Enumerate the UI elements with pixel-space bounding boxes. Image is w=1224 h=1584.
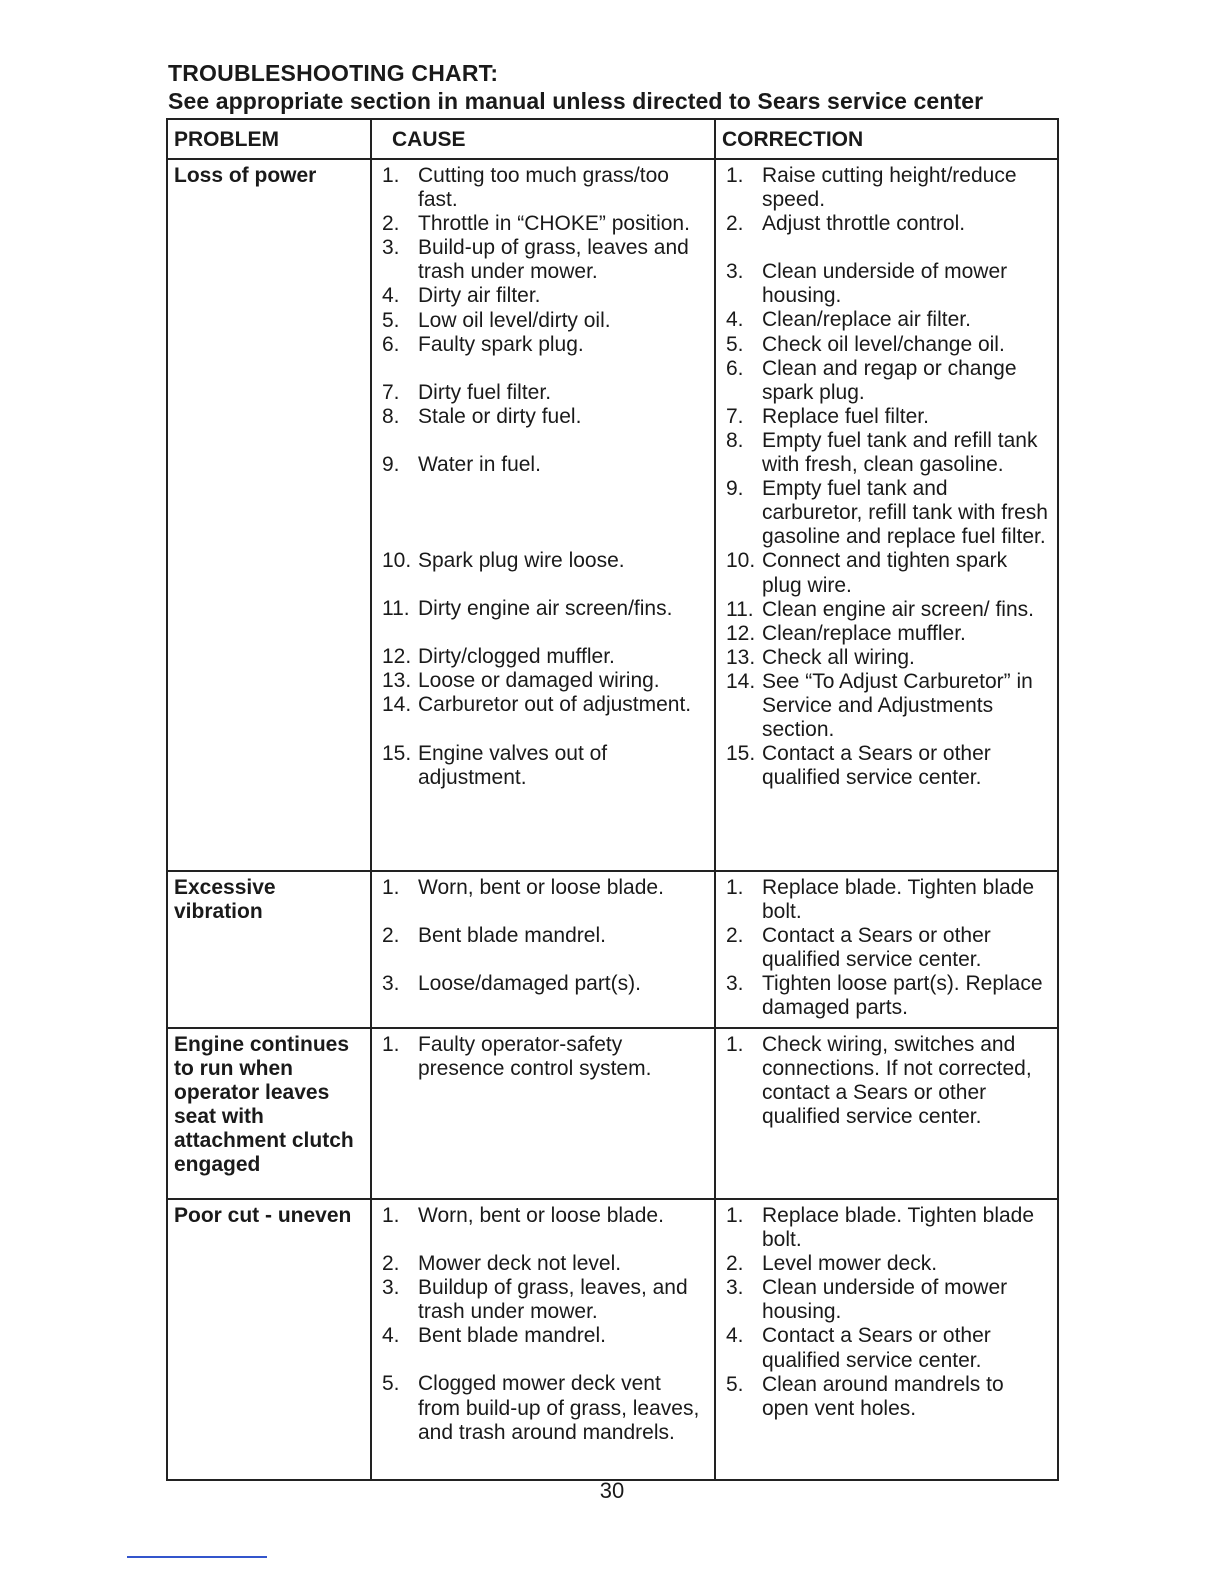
item-number: 5. [726, 332, 744, 356]
cause-item [382, 453, 708, 477]
item-number [382, 477, 418, 501]
item-number: 2. [382, 212, 400, 236]
item-number [382, 1228, 418, 1252]
item-number: 6. [382, 332, 400, 356]
cause-item [382, 357, 708, 381]
header-cause: CAUSE [371, 119, 715, 159]
item-number: 1. [382, 1204, 400, 1227]
cause-item [382, 573, 708, 597]
item-text [418, 948, 708, 972]
item-number: 4. [382, 284, 400, 308]
item-text [762, 236, 1051, 260]
item-text: Mower deck not level. [418, 1252, 622, 1276]
item-number: 15. [382, 741, 412, 765]
item-text: Clean/replace muffler. [762, 621, 966, 645]
item-text [418, 1348, 708, 1372]
correction-item [726, 429, 1051, 477]
item-number: 14. [726, 669, 756, 693]
correction-item [726, 1373, 1051, 1421]
chart-subtitle: See appropriate section in manual unless directed to Sears service center [168, 88, 984, 114]
cause-item [382, 525, 708, 549]
correction-item [726, 1276, 1051, 1324]
item-text: Tighten loose part(s). Replace damaged parts. [762, 972, 1043, 1020]
correction-item [726, 308, 1051, 332]
item-text: Spark plug wire loose. [418, 549, 625, 573]
item-text: Clogged mower deck vent from build-up of grass, leaves, and trash around mandrels. [418, 1372, 700, 1444]
item-number: 13. [382, 669, 412, 693]
cause-item [382, 477, 708, 501]
item-number: 1. [382, 164, 400, 187]
item-number: 12. [382, 645, 412, 669]
item-number: 5. [382, 1372, 400, 1396]
header-problem: PROBLEM [167, 119, 371, 159]
correction-cell [715, 871, 1058, 1028]
item-text: Clean underside of mower housing. [762, 1276, 1008, 1324]
item-number: 12. [726, 621, 756, 645]
correction-item [726, 1204, 1051, 1252]
correction-item [726, 236, 1051, 260]
problem-cell [167, 159, 371, 871]
cause-item [382, 972, 708, 996]
item-text: Adjust throttle control. [762, 212, 966, 236]
item-text: Bent blade mandrel. [418, 924, 606, 948]
cause-item [382, 309, 708, 333]
item-text [418, 477, 708, 501]
cause-item [382, 1348, 708, 1372]
correction-item [726, 357, 1051, 405]
correction-cell [715, 1199, 1058, 1480]
item-text: Check all wiring. [762, 645, 915, 669]
problem-label: Loss of power [174, 164, 317, 187]
item-number: 4. [726, 1324, 744, 1348]
page-number: 30 [599, 1478, 625, 1503]
item-number: 2. [726, 1252, 744, 1276]
item-number: 3. [726, 260, 744, 284]
item-number: 11. [726, 597, 754, 621]
cause-cell [371, 871, 715, 1028]
item-number: 1. [382, 876, 400, 899]
correction-item [726, 212, 1051, 236]
item-number: 1. [382, 1033, 400, 1056]
item-number: 2. [726, 924, 744, 948]
item-text: Bent blade mandrel. [418, 1324, 606, 1348]
cause-item [382, 212, 708, 236]
item-text: Clean engine air screen/ fins. [762, 597, 1034, 621]
correction-cell [715, 1028, 1058, 1199]
correction-item [726, 622, 1051, 646]
cause-item [382, 381, 708, 405]
correction-item [726, 549, 1051, 597]
item-text [418, 900, 708, 924]
item-text: Empty fuel tank and carburetor, refill tank with fresh gasoline and replace fuel filter. [762, 477, 1048, 549]
correction-item [726, 1252, 1051, 1276]
cause-item [382, 1372, 708, 1444]
item-number: 2. [382, 1252, 400, 1276]
item-number: 2. [382, 924, 400, 948]
cause-item [382, 718, 708, 742]
cause-item [382, 876, 708, 900]
item-text: Loose/damaged part(s). [418, 972, 641, 996]
cause-cell [371, 1028, 715, 1199]
table-row [167, 1199, 1058, 1480]
item-number: 3. [382, 236, 400, 260]
item-number [382, 573, 418, 597]
item-number: 13. [726, 645, 756, 669]
cause-item [382, 1033, 708, 1081]
item-text: Connect and tighten spark plug wire. [762, 549, 1008, 597]
item-text: Faulty operator-safety presence control system. [418, 1033, 652, 1081]
item-number: 1. [726, 1204, 744, 1227]
item-number [382, 718, 418, 742]
item-number: 9. [382, 452, 400, 476]
item-number: 9. [726, 477, 744, 501]
cause-item [382, 549, 708, 573]
item-number [382, 501, 418, 525]
item-text: See “To Adjust Carburetor” in Service and Adjustments section. [762, 669, 1033, 742]
item-number [382, 429, 418, 453]
item-text: Faulty spark plug. [418, 332, 584, 356]
item-text: Empty fuel tank and refill tank with fresh, clean gasoline. [762, 428, 1038, 477]
cause-item [382, 621, 708, 645]
cause-item [382, 333, 708, 357]
correction-item [726, 164, 1051, 212]
item-number: 10. [726, 549, 756, 573]
item-text [418, 357, 708, 381]
item-text: Buildup of grass, leaves, and trash under mower. [418, 1276, 688, 1324]
item-number: 4. [726, 308, 744, 332]
item-number: 5. [382, 308, 400, 332]
item-text [418, 573, 708, 597]
item-text: Loose or damaged wiring. [418, 669, 660, 693]
table-body [167, 159, 1058, 1480]
correction-item [726, 333, 1051, 357]
item-text: Clean underside of mower housing. [762, 260, 1008, 308]
item-number: 1. [726, 876, 744, 899]
item-text: Contact a Sears or other qualified service center. [762, 742, 991, 790]
item-text: Throttle in “CHOKE” position. [418, 212, 690, 236]
correction-item [726, 670, 1051, 742]
cause-item [382, 1204, 708, 1228]
correction-item [726, 924, 1051, 972]
item-text: Clean around mandrels to open vent holes. [762, 1372, 1004, 1420]
item-number: 1. [726, 164, 744, 187]
item-text: Engine valves out of adjustment. [418, 741, 608, 789]
item-text [418, 501, 708, 525]
item-number: 7. [726, 404, 744, 428]
cause-item [382, 164, 708, 212]
correction-item [726, 477, 1051, 549]
item-number: 10. [382, 549, 412, 573]
footer-rule [127, 1556, 267, 1558]
item-text: Contact a Sears or other qualified service center. [762, 1324, 991, 1372]
item-text: Stale or dirty fuel. [418, 404, 582, 428]
chart-title: TROUBLESHOOTING CHART: [168, 60, 499, 86]
item-number: 3. [382, 1276, 400, 1300]
item-text [418, 429, 708, 453]
table-row [167, 1028, 1058, 1199]
item-text: Dirty air filter. [418, 284, 541, 308]
item-number: 8. [382, 404, 400, 428]
problem-label: Engine continues to run when operator leaves seat with attachment clutch engaged [174, 1033, 354, 1176]
correction-item [726, 260, 1051, 308]
cause-item [382, 1276, 708, 1324]
item-text: Cutting too much grass/too fast. [418, 164, 669, 212]
item-text: Build-up of grass, leaves and trash under mower. [418, 236, 689, 284]
item-number: 3. [382, 972, 400, 996]
item-number: 14. [382, 693, 412, 717]
item-text: Worn, bent or loose blade. [418, 876, 664, 899]
correction-item [726, 1324, 1051, 1372]
item-text: Low oil level/dirty oil. [418, 308, 611, 332]
table-row [167, 871, 1058, 1028]
cause-item [382, 693, 708, 717]
item-number [382, 621, 418, 645]
item-text: Worn, bent or loose blade. [418, 1204, 664, 1227]
cause-item [382, 501, 708, 525]
item-number: 8. [726, 428, 744, 452]
problem-cell [167, 1199, 371, 1480]
item-text: Contact a Sears or other qualified service center. [762, 924, 991, 972]
header-correction: CORRECTION [715, 119, 1058, 159]
correction-item [726, 1033, 1051, 1129]
item-number [382, 948, 418, 972]
item-text: Dirty/clogged muffler. [418, 645, 615, 669]
item-number [382, 1348, 418, 1372]
item-number: 2. [726, 212, 744, 236]
item-text: Check oil level/change oil. [762, 332, 1005, 356]
item-text: Check wiring, switches and connections. If not corrected, contact a Sears or other qualified service center. [762, 1033, 1032, 1129]
cause-item [382, 924, 708, 948]
item-number: 11. [382, 597, 410, 621]
item-number: 7. [382, 380, 400, 404]
item-text [418, 525, 708, 549]
cause-item [382, 236, 708, 284]
cause-item [382, 1324, 708, 1348]
item-text: Dirty fuel filter. [418, 380, 552, 404]
item-number [382, 357, 418, 381]
item-text: Replace fuel filter. [762, 404, 929, 428]
correction-item [726, 876, 1051, 924]
cause-item [382, 1228, 708, 1252]
correction-item [726, 405, 1051, 429]
correction-item [726, 742, 1051, 790]
cause-item [382, 429, 708, 453]
cause-item [382, 948, 708, 972]
troubleshooting-table [166, 118, 1059, 1481]
problem-label: Poor cut - uneven [174, 1204, 352, 1227]
item-text: Clean and regap or change spark plug. [762, 356, 1017, 404]
cause-cell [371, 1199, 715, 1480]
item-text: Water in fuel. [418, 452, 541, 476]
table-row [167, 159, 1058, 871]
cause-item [382, 597, 708, 621]
item-number: 4. [382, 1324, 400, 1348]
cause-item [382, 1252, 708, 1276]
correction-item [726, 598, 1051, 622]
item-text: Clean/replace air filter. [762, 308, 971, 332]
item-number [382, 525, 418, 549]
item-number: 15. [726, 742, 756, 766]
table-header-row [167, 119, 1058, 159]
problem-label: Excessive vibration [174, 876, 276, 923]
cause-item [382, 742, 708, 790]
item-text: Replace blade. Tighten blade bolt. [762, 1204, 1035, 1252]
problem-cell [167, 1028, 371, 1199]
cause-cell [371, 159, 715, 871]
correction-item [726, 646, 1051, 670]
cause-item [382, 669, 708, 693]
item-text: Dirty engine air screen/fins. [418, 597, 673, 621]
item-number: 5. [726, 1372, 744, 1396]
correction-item [726, 972, 1051, 1020]
item-text: Carburetor out of adjustment. [418, 693, 692, 717]
item-number: 1. [726, 1033, 744, 1056]
item-text [418, 1228, 708, 1252]
cause-item [382, 900, 708, 924]
item-number: 3. [726, 1276, 744, 1300]
cause-item [382, 645, 708, 669]
item-number [726, 236, 762, 260]
problem-cell [167, 871, 371, 1028]
item-text [418, 621, 708, 645]
item-number [382, 900, 418, 924]
item-text [418, 718, 708, 742]
item-number: 3. [726, 972, 744, 996]
item-number: 6. [726, 356, 744, 380]
cause-item [382, 405, 708, 429]
item-text: Level mower deck. [762, 1252, 938, 1276]
item-text: Raise cutting height/reduce speed. [762, 164, 1017, 212]
cause-item [382, 284, 708, 308]
item-text: Replace blade. Tighten blade bolt. [762, 876, 1035, 924]
correction-cell [715, 159, 1058, 871]
